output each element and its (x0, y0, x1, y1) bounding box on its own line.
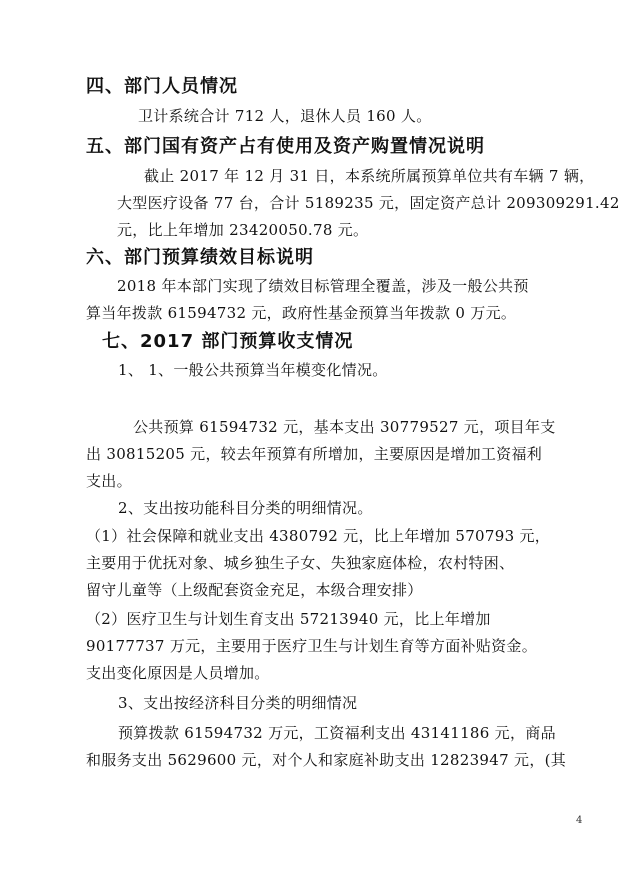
section-6-heading: 六、部门预算绩效目标说明 (86, 247, 314, 268)
section-5-text-line: 截止 2017 年 12 月 31 日，本系统所属预算单位共有车辆 7 辆， (144, 167, 595, 185)
section-4-heading: 四、部门人员情况 (86, 76, 238, 97)
section-7-item-line: 支出变化原因是人员增加。 (86, 664, 270, 682)
section-7-heading: 七、2017 部门预算收支情况 (102, 331, 354, 352)
section-7-text-line: 支出。 (86, 472, 132, 490)
page-number: 4 (576, 815, 583, 826)
section-7-subheading: 3、支出按经济科目分类的明细情况 (118, 694, 358, 712)
section-7-text-line: 预算拨款 61594732 万元，工资福利支出 43141186 元，商品 (118, 724, 556, 742)
section-7-item-line: 90177737 万元，主要用于医疗卫生与计划生育等方面补贴资金。 (86, 637, 538, 655)
section-7-item-line: 主要用于优抚对象、城乡独生子女、失独家庭体检，农村特困、 (86, 554, 515, 572)
section-7-subheading: 1、 1、一般公共预算当年模变化情况。 (118, 361, 388, 379)
section-7-text-line: 和服务支出 5629600 元，对个人和家庭补助支出 12823947 元，(其 (86, 751, 567, 769)
section-5-heading: 五、部门国有资产占有使用及资产购置情况说明 (86, 136, 485, 157)
section-4-text: 卫计系统合计 712 人，退休人员 160 人。 (138, 107, 432, 125)
section-5-text-line: 元，比上年增加 23420050.78 元。 (117, 221, 369, 239)
section-6-text-line: 2018 年本部门实现了绩效目标管理全覆盖，涉及一般公共预 (117, 277, 529, 295)
section-7-text-line: 出 30815205 元，较去年预算有所增加，主要原因是增加工资福利 (86, 445, 543, 463)
section-7-text-line: 公共预算 61594732 元，基本支出 30779527 元，项目年支 (133, 418, 556, 436)
section-7-subheading: 2、支出按功能科目分类的明细情况。 (118, 499, 373, 517)
section-7-item-line: （2）医疗卫生与计划生育支出 57213940 元，比上年增加 (86, 610, 491, 628)
section-7-item-line: 留守儿童等（上级配套资金充足，本级合理安排） (86, 581, 423, 599)
section-5-text-line: 大型医疗设备 77 台，合计 5189235 元，固定资产总计 209309291.42 (117, 194, 620, 212)
section-6-text-line: 算当年拨款 61594732 元，政府性基金预算当年拨款 0 万元。 (86, 304, 517, 322)
section-7-item-line: （1）社会保障和就业支出 4380792 元，比上年增加 570793 元， (86, 527, 551, 545)
